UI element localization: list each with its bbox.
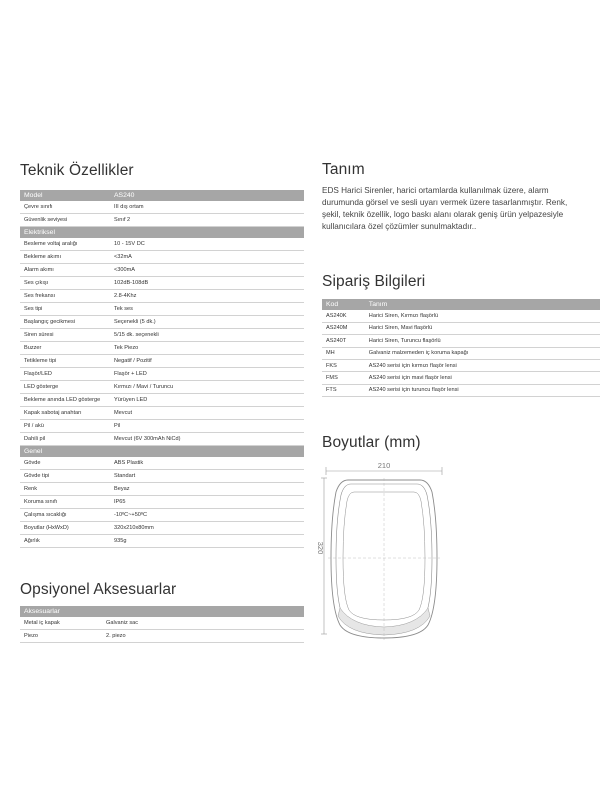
spec-value: Sınıf 2 bbox=[110, 214, 304, 227]
accessories-title: Opsiyonel Aksesuarlar bbox=[20, 581, 177, 598]
table-row bbox=[20, 457, 304, 470]
spec-key: Pil / akü bbox=[20, 420, 110, 433]
order-code: AS240K bbox=[322, 310, 365, 322]
table-row bbox=[20, 617, 304, 630]
order-header bbox=[322, 299, 600, 310]
spec-key: Gövde tipi bbox=[20, 470, 110, 483]
height-dimension-line bbox=[321, 478, 327, 634]
spec-key: Başlangıç gecikmesi bbox=[20, 316, 110, 329]
table-row bbox=[322, 384, 600, 396]
table-row bbox=[20, 630, 304, 643]
table-row bbox=[20, 251, 304, 264]
spec-key: Tetikleme tipi bbox=[20, 355, 110, 368]
table-row bbox=[20, 355, 304, 368]
spec-key: Dahili pil bbox=[20, 433, 110, 446]
spec-key: Kapak sabotaj anahtarı bbox=[20, 407, 110, 420]
accessories-header bbox=[20, 606, 304, 617]
table-row bbox=[322, 347, 600, 359]
dimensions-title: Boyutlar (mm) bbox=[322, 434, 421, 451]
spec-value: 935g bbox=[110, 535, 304, 548]
table-row bbox=[322, 322, 600, 334]
spec-section-electrical bbox=[20, 227, 304, 239]
table-row bbox=[20, 316, 304, 329]
spec-value: Negatif / Pozitif bbox=[110, 355, 304, 368]
table-row bbox=[322, 359, 600, 371]
order-table bbox=[322, 299, 600, 397]
spec-value: 5/15 dk. seçenekli bbox=[110, 329, 304, 342]
spec-key: Alarm akımı bbox=[20, 264, 110, 277]
spec-value: Standart bbox=[110, 470, 304, 483]
table-row bbox=[20, 509, 304, 522]
order-desc: Harici Siren, Turuncu flaşörlü bbox=[365, 335, 600, 347]
table-row bbox=[20, 214, 304, 227]
technical-title: Teknik Özellikler bbox=[20, 162, 134, 179]
order-header-desc: Tanım bbox=[365, 299, 600, 310]
accessory-value: 2. piezo bbox=[102, 630, 304, 643]
table-row bbox=[20, 522, 304, 535]
spec-key: Ses frekansı bbox=[20, 290, 110, 303]
spec-section-general bbox=[20, 446, 304, 458]
width-label: 210 bbox=[377, 461, 391, 470]
spec-key: Ses çıkışı bbox=[20, 277, 110, 290]
table-row bbox=[20, 201, 304, 214]
table-row bbox=[20, 368, 304, 381]
table-row bbox=[20, 407, 304, 420]
spec-header-label: Model bbox=[20, 190, 110, 201]
spec-key: Siren süresi bbox=[20, 329, 110, 342]
spec-key: Renk bbox=[20, 483, 110, 496]
spec-key: Gövde bbox=[20, 457, 110, 470]
order-desc: AS240 serisi için mavi flaşör lensi bbox=[365, 372, 600, 384]
order-desc: Galvaniz malzemeden iç koruma kapağı bbox=[365, 347, 600, 359]
spec-key: Ses tipi bbox=[20, 303, 110, 316]
table-row bbox=[20, 420, 304, 433]
spec-key: Çalışma sıcaklığı bbox=[20, 509, 110, 522]
table-row bbox=[20, 535, 304, 548]
spec-value: <300mA bbox=[110, 264, 304, 277]
spec-key: Bekleme akımı bbox=[20, 251, 110, 264]
spec-value: 102dB-108dB bbox=[110, 277, 304, 290]
table-row bbox=[20, 329, 304, 342]
spec-key: LED gösterge bbox=[20, 381, 110, 394]
spec-key: Bekleme anında LED gösterge bbox=[20, 394, 110, 407]
spec-model-header bbox=[20, 190, 304, 201]
spec-value: Tek ses bbox=[110, 303, 304, 316]
table-row bbox=[20, 342, 304, 355]
siren-dimension-drawing bbox=[318, 458, 458, 648]
spec-key: Koruma sınıfı bbox=[20, 496, 110, 509]
table-row bbox=[20, 381, 304, 394]
accessory-name: Metal iç kapak bbox=[20, 617, 102, 630]
section-label: Genel bbox=[20, 446, 304, 458]
order-desc: AS240 serisi için kırmızı flaşör lensi bbox=[365, 359, 600, 371]
section-label: Aksesuarlar bbox=[20, 606, 304, 617]
description-text: EDS Harici Sirenler, harici ortamlarda kullanılmak üzere, alarm durumunda görsel ve sesli uyarı vermek üzere tasarlanmıştır. Renk, şekil, teknik özellik, logo baskı alanı olarak geniş ürün yelpazesiyle kullanıcılara özel çözümler sunulmaktadır.. bbox=[322, 186, 568, 231]
table-row bbox=[322, 335, 600, 347]
spec-value: Flaşör + LED bbox=[110, 368, 304, 381]
order-title: Sipariş Bilgileri bbox=[322, 273, 426, 290]
spec-value: ABS Plastik bbox=[110, 457, 304, 470]
order-code: AS240M bbox=[322, 322, 365, 334]
spec-value: Pil bbox=[110, 420, 304, 433]
accessory-name: Piezo bbox=[20, 630, 102, 643]
spec-value: Seçenekli (5 dk.) bbox=[110, 316, 304, 329]
order-code: FTS bbox=[322, 384, 365, 396]
spec-value: Mevcut bbox=[110, 407, 304, 420]
table-row bbox=[20, 238, 304, 251]
spec-value: 10 - 15V DC bbox=[110, 238, 304, 251]
height-label: 320 bbox=[316, 541, 325, 555]
table-row bbox=[20, 264, 304, 277]
table-row bbox=[20, 290, 304, 303]
order-code: FMS bbox=[322, 372, 365, 384]
table-row bbox=[20, 394, 304, 407]
spec-header-model: AS240 bbox=[110, 190, 304, 201]
spec-value: III dış ortam bbox=[110, 201, 304, 214]
spec-value: <32mA bbox=[110, 251, 304, 264]
table-row bbox=[20, 470, 304, 483]
section-label: Elektriksel bbox=[20, 227, 304, 239]
spec-key: Besleme voltaj aralığı bbox=[20, 238, 110, 251]
spec-value: 320x210x80mm bbox=[110, 522, 304, 535]
spec-value: Beyaz bbox=[110, 483, 304, 496]
spec-value: Kırmızı / Mavi / Turuncu bbox=[110, 381, 304, 394]
accessories-table bbox=[20, 606, 304, 643]
spec-value: 2.8-4Khz bbox=[110, 290, 304, 303]
order-desc: Harici Siren, Kırmızı flaşörlü bbox=[365, 310, 600, 322]
accessory-value: Galvaniz sac bbox=[102, 617, 304, 630]
spec-value: Tek Piezo bbox=[110, 342, 304, 355]
table-row bbox=[322, 372, 600, 384]
spec-key: Boyutlar (HxWxD) bbox=[20, 522, 110, 535]
spec-key: Güvenlik seviyesi bbox=[20, 214, 110, 227]
spec-value: Yürüyen LED bbox=[110, 394, 304, 407]
table-row bbox=[20, 496, 304, 509]
table-row bbox=[20, 483, 304, 496]
order-header-code: Kod bbox=[322, 299, 365, 310]
spec-value: Mevcut (6V 300mAh NiCd) bbox=[110, 433, 304, 446]
spec-value: IP65 bbox=[110, 496, 304, 509]
order-code: MH bbox=[322, 347, 365, 359]
spec-key: Buzzer bbox=[20, 342, 110, 355]
table-row bbox=[20, 303, 304, 316]
table-row bbox=[322, 310, 600, 322]
table-row bbox=[20, 277, 304, 290]
spec-value: -10ºC~+50ºC bbox=[110, 509, 304, 522]
description-title: Tanım bbox=[322, 161, 365, 178]
spec-key: Ağırlık bbox=[20, 535, 110, 548]
table-row bbox=[20, 433, 304, 446]
spec-key: Flaşör/LED bbox=[20, 368, 110, 381]
spec-key: Çevre sınıfı bbox=[20, 201, 110, 214]
order-desc: AS240 serisi için turuncu flaşör lensi bbox=[365, 384, 600, 396]
order-desc: Harici Siren, Mavi flaşörlü bbox=[365, 322, 600, 334]
spec-table bbox=[20, 190, 304, 548]
order-code: FKS bbox=[322, 359, 365, 371]
order-code: AS240T bbox=[322, 335, 365, 347]
